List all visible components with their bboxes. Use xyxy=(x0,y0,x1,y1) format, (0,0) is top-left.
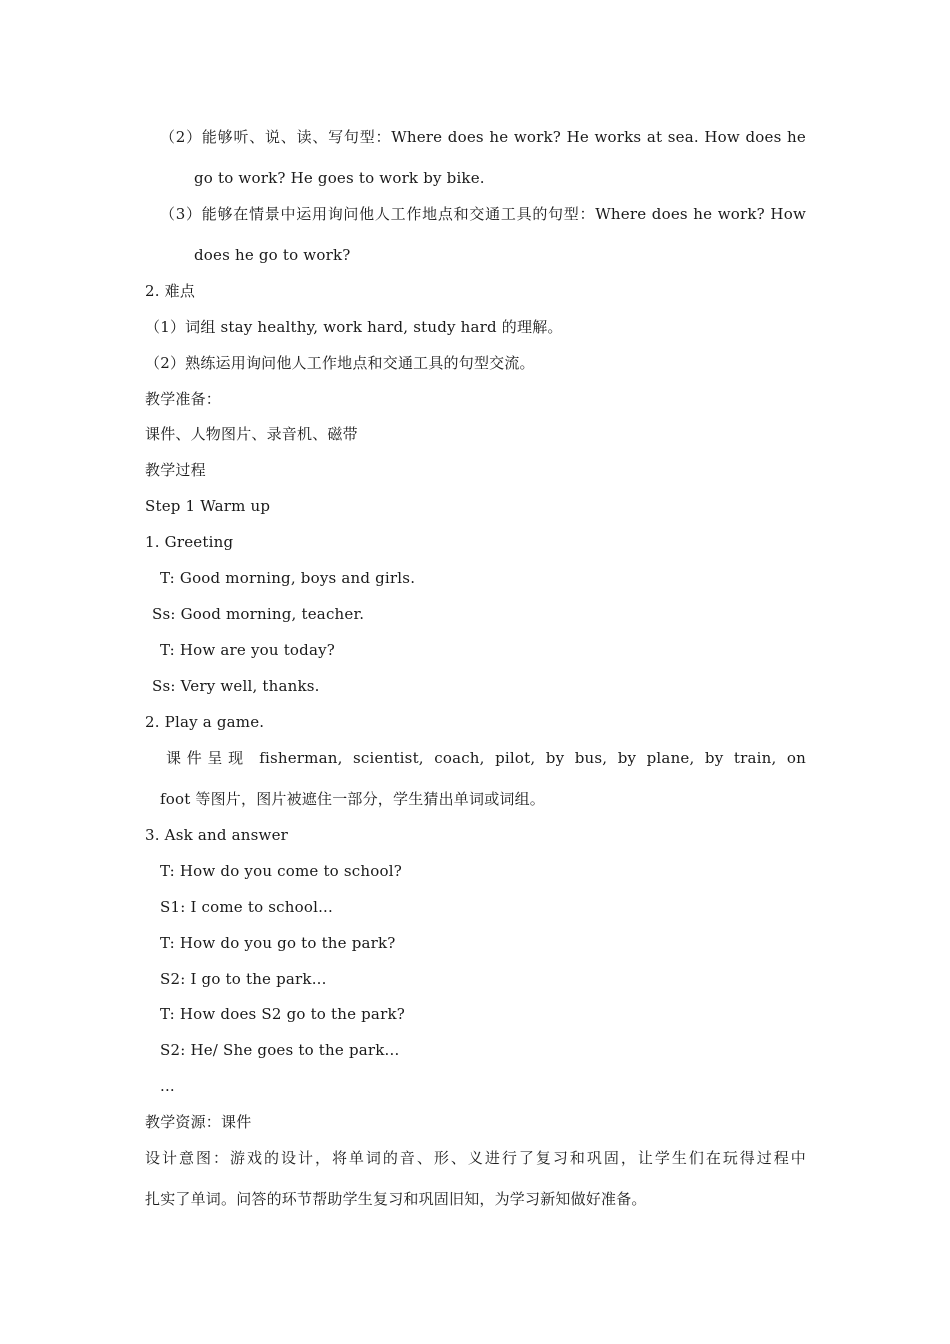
resources-line: 教学资源：课件 xyxy=(145,1113,252,1131)
dialogue-line: T: How are you today? xyxy=(160,641,336,659)
preparation-content: 课件、人物图片、录音机、磁带 xyxy=(145,425,358,443)
dialogue-line: T: How do you go to the park? xyxy=(160,934,396,952)
ellipsis-line: ... xyxy=(160,1077,175,1095)
objective-item-2-line-1: （2）能够听、说、读、写句型：Where does he work? He works at sea. How does he xyxy=(160,128,806,146)
greeting-heading: 1. Greeting xyxy=(145,533,234,551)
game-description-line-1: 课件呈现 fisherman, scientist, coach, pilot, by bus, by plane, by train, on xyxy=(166,749,806,767)
dialogue-line: S2: I go to the park... xyxy=(160,970,327,988)
game-heading: 2. Play a game. xyxy=(145,713,265,731)
design-intent-line-1: 设计意图：游戏的设计，将单词的音、形、义进行了复习和巩固，让学生们在玩得过程中 xyxy=(145,1149,806,1167)
objective-item-3-line-2: does he go to work? xyxy=(194,246,351,264)
difficulty-item-1: （1）词组 stay healthy, work hard, study hard 的理解。 xyxy=(145,318,563,336)
objective-item-2-line-2: go to work? He goes to work by bike. xyxy=(194,169,485,187)
game-description-line-2: foot 等图片，图片被遮住一部分，学生猜出单词或词组。 xyxy=(160,790,546,808)
difficulties-heading: 2. 难点 xyxy=(145,282,196,300)
dialogue-line: Ss: Good morning, teacher. xyxy=(152,605,365,623)
dialogue-line: T: How do you come to school? xyxy=(160,862,402,880)
design-intent-line-2: 扎实了单词。问答的环节帮助学生复习和巩固旧知，为学习新知做好准备。 xyxy=(145,1190,647,1208)
dialogue-line: S2: He/ She goes to the park... xyxy=(160,1041,400,1059)
dialogue-line: S1: I come to school... xyxy=(160,898,333,916)
step-1-heading: Step 1 Warm up xyxy=(145,497,271,515)
ask-answer-heading: 3. Ask and answer xyxy=(145,826,289,844)
dialogue-line: T: How does S2 go to the park? xyxy=(160,1005,405,1023)
dialogue-line: T: Good morning, boys and girls. xyxy=(160,569,416,587)
objective-item-3-line-1: （3）能够在情景中运用询问他人工作地点和交通工具的句型：Where does he work? How xyxy=(160,205,806,223)
preparation-heading: 教学准备： xyxy=(145,390,222,408)
difficulty-item-2: （2）熟练运用询问他人工作地点和交通工具的句型交流。 xyxy=(145,354,535,372)
process-heading: 教学过程 xyxy=(145,461,206,479)
dialogue-line: Ss: Very well, thanks. xyxy=(152,677,320,695)
